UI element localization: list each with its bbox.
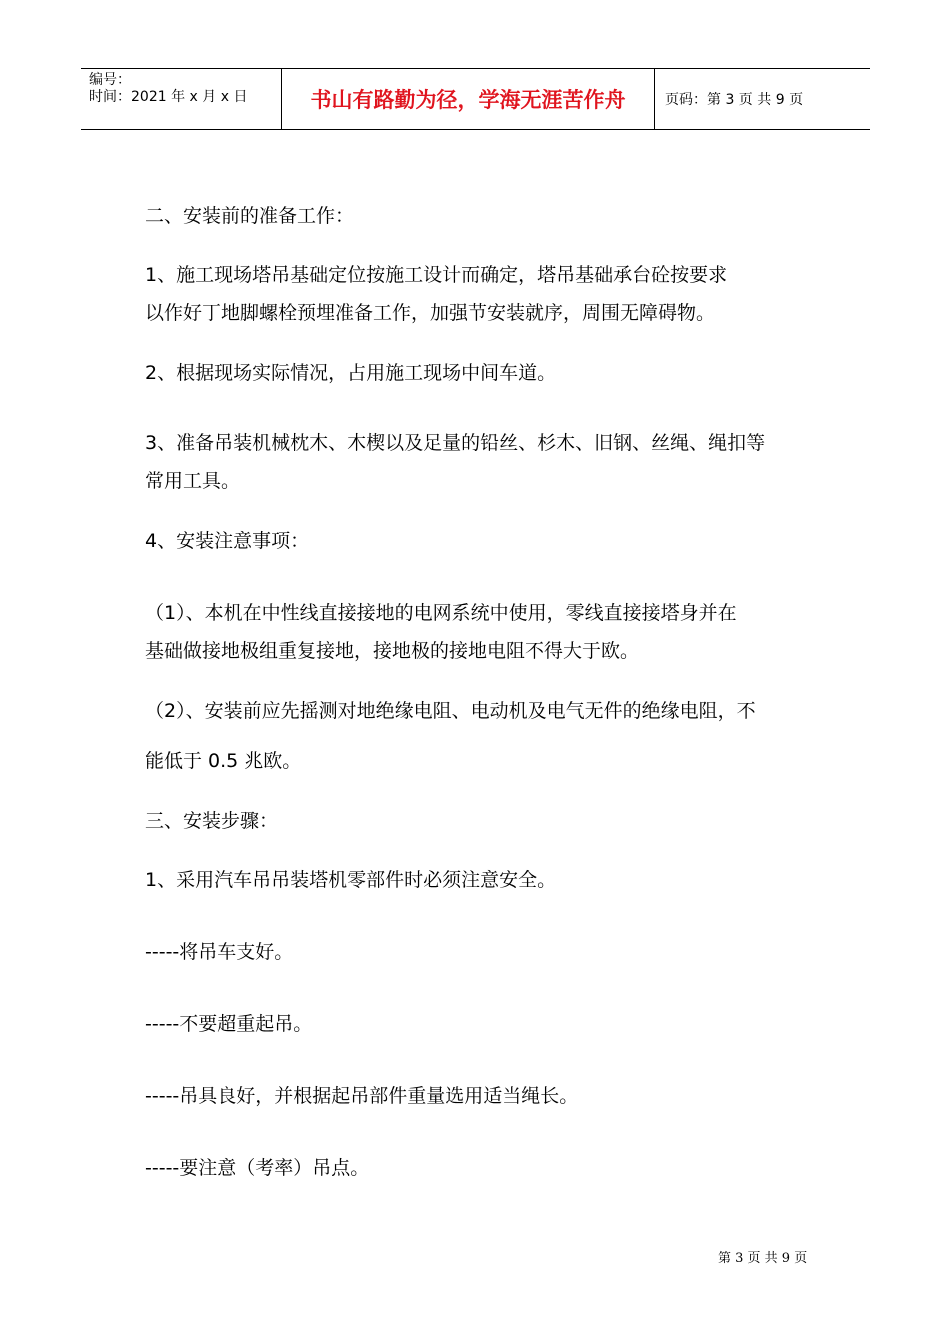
document-number-label: 编号： xyxy=(89,72,131,88)
paragraph-5-line-1: （1）、本机在中性线直接接地的电网系统中使用，零线直接接塔身并在 xyxy=(145,602,737,624)
step-item-2: -----不要超重起吊。 xyxy=(145,1013,313,1035)
paragraph-3-line-2: 常用工具。 xyxy=(145,470,241,492)
paragraph-1-line-2: 以作好丁地脚螺栓预埋准备工作，加强节安装就序，周围无障碍物。 xyxy=(145,302,716,324)
paragraph-6-line-2: 能低于 0.5 兆欧。 xyxy=(145,750,302,772)
step-item-4: -----要注意（考率）吊点。 xyxy=(145,1157,370,1179)
paragraph-4: 4、安装注意事项： xyxy=(145,530,310,552)
step-1: 1、采用汽车吊吊装塔机零部件时必须注意安全。 xyxy=(145,869,557,891)
step-item-3: -----吊具良好，并根据起吊部件重量选用适当绳长。 xyxy=(145,1085,579,1107)
paragraph-1-line-1: 1、施工现场塔吊基础定位按施工设计而确定，塔吊基础承台砼按要求 xyxy=(145,264,728,286)
section-heading-steps: 三、安装步骤： xyxy=(145,810,279,832)
footer-page-number: 第 3 页 共 9 页 xyxy=(718,1251,808,1266)
paragraph-3-line-1: 3、准备吊装机械枕木、木楔以及足量的铅丝、杉木、旧钢、丝绳、绳扣等 xyxy=(145,432,766,454)
paragraph-6-line-1: （2）、安装前应先摇测对地绝缘电阻、电动机及电气无件的绝缘电阻，不 xyxy=(145,700,756,722)
page-header xyxy=(81,68,870,130)
section-heading-preparation: 二、安装前的准备工作： xyxy=(145,205,355,227)
paragraph-2: 2、根据现场实际情况，占用施工现场中间车道。 xyxy=(145,362,557,384)
header-page-number: 页码：第 3 页 共 9 页 xyxy=(665,92,804,108)
header-info-cell xyxy=(81,69,282,129)
header-motto: 书山有路勤为径，学海无涯苦作舟 xyxy=(282,69,655,129)
step-item-1: -----将吊车支好。 xyxy=(145,941,294,963)
document-time-label: 时间：2021 年 x 月 x 日 xyxy=(89,89,248,105)
paragraph-5-line-2: 基础做接地极组重复接地，接地极的接地电阻不得大于欧。 xyxy=(145,640,640,662)
